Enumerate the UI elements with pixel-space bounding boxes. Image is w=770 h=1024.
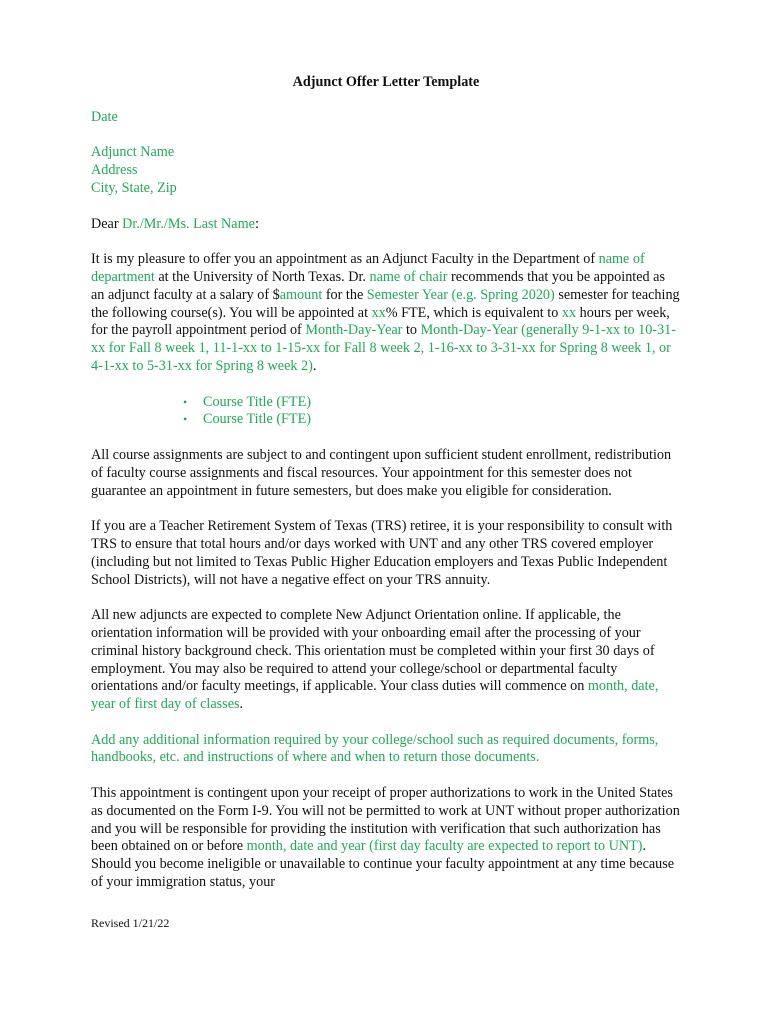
orientation-text: . [239, 696, 244, 713]
course-list [91, 394, 681, 430]
list-item [183, 411, 681, 429]
adjunct-name: Adjunct Name [91, 144, 175, 161]
document-title: Adjunct Offer Letter Template [292, 74, 480, 90]
offer-text: semester for teaching the following course(s). You will be appointed at [91, 286, 680, 321]
first-day-placeholder: month, date, year of first day of classes [91, 678, 659, 713]
amount-placeholder: amount [279, 286, 323, 303]
offer-text: for the [322, 286, 367, 303]
fte-placeholder: xx [371, 304, 386, 321]
date-placeholder: Date [91, 108, 118, 125]
offer-text: at the University of North Texas. Dr. [154, 268, 370, 285]
revision-footer: Revised 1/21/22 [91, 916, 170, 930]
salutation-prefix: Dear [91, 215, 123, 232]
offer-text: . [312, 357, 317, 374]
deadline-placeholder: month, date and year (first day faculty are expected to report to UNT) [246, 838, 643, 855]
additional-info-paragraph: Add any additional information required by your college/school such as required documents, forms, handbooks, etc. and instructions of where and when to return those documents. [91, 731, 659, 766]
offer-paragraph [91, 251, 681, 376]
start-date-placeholder: Month-Day-Year [305, 322, 403, 339]
salutation-name: Dr./Mr./Ms. Last Name [122, 215, 255, 232]
course-title: Course Title (FTE) [203, 393, 311, 410]
orientation-paragraph [91, 607, 681, 714]
offer-text: to [402, 322, 421, 339]
hours-placeholder: xx [561, 304, 577, 321]
course-title: Course Title (FTE) [203, 411, 311, 428]
address-line: Address [91, 162, 138, 179]
chair-placeholder: name of chair [369, 268, 448, 285]
list-item [183, 394, 681, 412]
address-block [91, 144, 681, 197]
authorization-text: This appointment is contingent upon your receipt of proper authorizations to work in the United States as documented on the Form I-9. You will not be permitted to work at UNT without proper authorization and you will be responsible for providing the institution with verification that such authorization has been obtained on or before [91, 785, 680, 855]
department-placeholder: name of department [91, 251, 645, 285]
letter-body [91, 74, 681, 910]
offer-text: recommends that you be appointed as an adjunct faculty at a salary of $ [91, 268, 665, 303]
authorization-paragraph [91, 785, 681, 892]
offer-text: hours per week, for the payroll appointment period of [91, 304, 670, 339]
offer-text: It is my pleasure to offer you an appointment as an Adjunct Faculty in the Department of [91, 251, 599, 268]
salutation [91, 216, 681, 234]
trs-paragraph: If you are a Teacher Retirement System of Texas (TRS) retiree, it is your responsibility to consult with TRS to ensure that total hours and/or days worked with UNT and any other TRS covered employer (including but not limited to Texas Public Higher Education employers and Texas Public Independent School Districts), will not have a negative effect on your TRS annuity. [91, 518, 673, 588]
authorization-text: . Should you become ineligible or unavailable to continue your faculty appointment at any time because of your immigration status, your [91, 838, 675, 891]
salutation-suffix: : [254, 215, 259, 232]
semester-placeholder: Semester Year (e.g. Spring 2020) [366, 286, 555, 303]
bullet-icon: • [183, 412, 188, 427]
end-date-placeholder: Month-Day-Year (generally 9-1-xx to 10-31-xx for Fall 8 week 1, 11-1-xx to 1-15-xx for Fall 8 week 2, 1-16-xx to 3-31-xx for Spring 8 week 1, or 4-1-xx to 5-31-xx for Spring 8 week 2) [91, 322, 677, 374]
assignments-paragraph: All course assignments are subject to and contingent upon sufficient student enrollment, redistribution of faculty course assignments and fiscal resources. Your appointment for this semester does not guarantee an appointment in future semesters, but does make you eligible for consideration. [91, 446, 672, 499]
bullet-icon: • [183, 394, 188, 409]
orientation-text: All new adjuncts are expected to complete New Adjunct Orientation online. If applicable, the orientation information will be provided with your onboarding email after the processing of your criminal history background check. This orientation must be completed within your first 30 days of employment. You may also be required to attend your college/school or departmental faculty orientations and/or faculty meetings, if applicable. Your class duties will commence on [91, 607, 655, 695]
city-state-zip: City, State, Zip [91, 179, 177, 196]
offer-text: % FTE, which is equivalent to [385, 304, 562, 321]
